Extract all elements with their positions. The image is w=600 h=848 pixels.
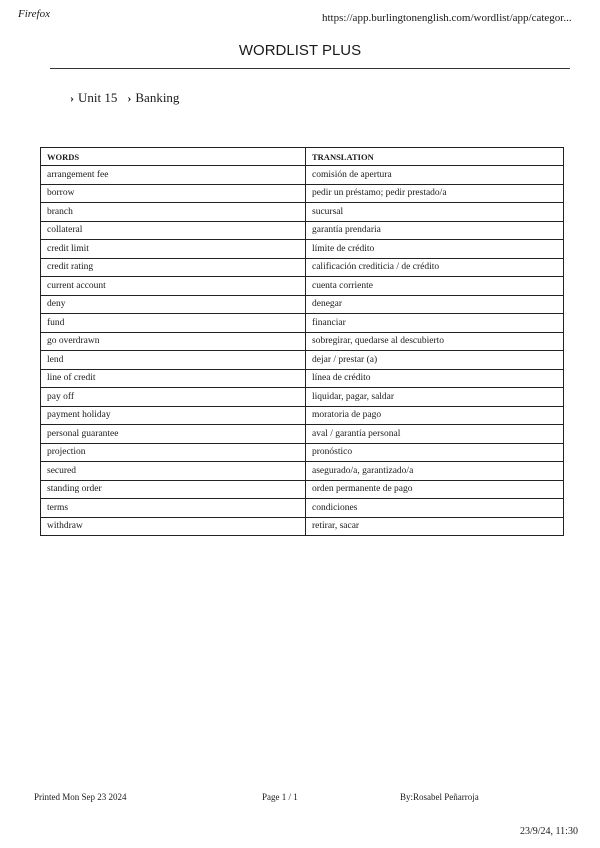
table-row <box>41 258 564 277</box>
translation-cell: denegar <box>306 295 564 314</box>
breadcrumb <box>70 90 179 106</box>
translation-cell: aval / garantía personal <box>306 425 564 444</box>
translation-cell: línea de crédito <box>306 369 564 388</box>
table-row <box>41 351 564 370</box>
table-row <box>41 221 564 240</box>
word-cell: current account <box>41 277 306 296</box>
table-row <box>41 369 564 388</box>
translation-cell: liquidar, pagar, saldar <box>306 388 564 407</box>
table-row <box>41 240 564 259</box>
print-timestamp: 23/9/24, 11:30 <box>520 826 578 837</box>
word-cell: lend <box>41 351 306 370</box>
word-cell: branch <box>41 203 306 222</box>
translation-cell: calificación crediticia / de crédito <box>306 258 564 277</box>
translation-cell: garantía prendaria <box>306 221 564 240</box>
word-cell: deny <box>41 295 306 314</box>
column-header-translation: TRANSLATION <box>306 148 564 166</box>
table-row <box>41 314 564 333</box>
table-row <box>41 517 564 536</box>
page-number: Page 1 / 1 <box>262 792 298 802</box>
chevron-right-icon: › <box>127 90 132 105</box>
word-cell: secured <box>41 462 306 481</box>
translation-cell: límite de crédito <box>306 240 564 259</box>
breadcrumb-category-label: Banking <box>135 90 180 105</box>
word-cell: personal guarantee <box>41 425 306 444</box>
table-row <box>41 166 564 185</box>
translation-cell: asegurado/a, garantizado/a <box>306 462 564 481</box>
word-cell: payment holiday <box>41 406 306 425</box>
word-cell: fund <box>41 314 306 333</box>
column-header-words: WORDS <box>41 148 306 166</box>
table-header-row <box>41 148 564 166</box>
table-row <box>41 425 564 444</box>
word-cell: go overdrawn <box>41 332 306 351</box>
translation-cell: sobregirar, quedarse al descubierto <box>306 332 564 351</box>
translation-cell: sucursal <box>306 203 564 222</box>
translation-cell: condiciones <box>306 499 564 518</box>
wordlist-table <box>40 147 564 536</box>
divider <box>50 68 570 69</box>
word-cell: line of credit <box>41 369 306 388</box>
translation-cell: orden permanente de pago <box>306 480 564 499</box>
table-row <box>41 277 564 296</box>
breadcrumb-unit-label: Unit 15 <box>78 90 118 105</box>
word-cell: credit rating <box>41 258 306 277</box>
translation-cell: pedir un préstamo; pedir prestado/a <box>306 184 564 203</box>
translation-cell: cuenta corriente <box>306 277 564 296</box>
translation-cell: retirar, sacar <box>306 517 564 536</box>
table-row <box>41 332 564 351</box>
table-row <box>41 406 564 425</box>
table-row <box>41 295 564 314</box>
word-cell: pay off <box>41 388 306 407</box>
chevron-right-icon: › <box>70 90 74 105</box>
word-cell: borrow <box>41 184 306 203</box>
table-row <box>41 443 564 462</box>
page-title: WORDLIST PLUS <box>238 42 362 59</box>
word-cell: standing order <box>41 480 306 499</box>
word-cell: credit limit <box>41 240 306 259</box>
table-row <box>41 203 564 222</box>
breadcrumb-category[interactable] <box>127 90 179 106</box>
word-cell: collateral <box>41 221 306 240</box>
page-url: https://app.burlingtonenglish.com/wordlist/app/categor... <box>322 12 572 24</box>
browser-name: Firefox <box>18 8 50 20</box>
breadcrumb-unit[interactable] <box>70 90 117 106</box>
translation-cell: financiar <box>306 314 564 333</box>
translation-cell: moratoria de pago <box>306 406 564 425</box>
table-row <box>41 388 564 407</box>
translation-cell: dejar / prestar (a) <box>306 351 564 370</box>
word-cell: terms <box>41 499 306 518</box>
print-date: Printed Mon Sep 23 2024 <box>34 792 127 802</box>
word-cell: withdraw <box>41 517 306 536</box>
table-row <box>41 499 564 518</box>
author: By:Rosabel Peñarroja <box>400 792 479 802</box>
word-cell: arrangement fee <box>41 166 306 185</box>
translation-cell: pronóstico <box>306 443 564 462</box>
word-cell: projection <box>41 443 306 462</box>
translation-cell: comisión de apertura <box>306 166 564 185</box>
table-row <box>41 184 564 203</box>
table-row <box>41 462 564 481</box>
table-row <box>41 480 564 499</box>
